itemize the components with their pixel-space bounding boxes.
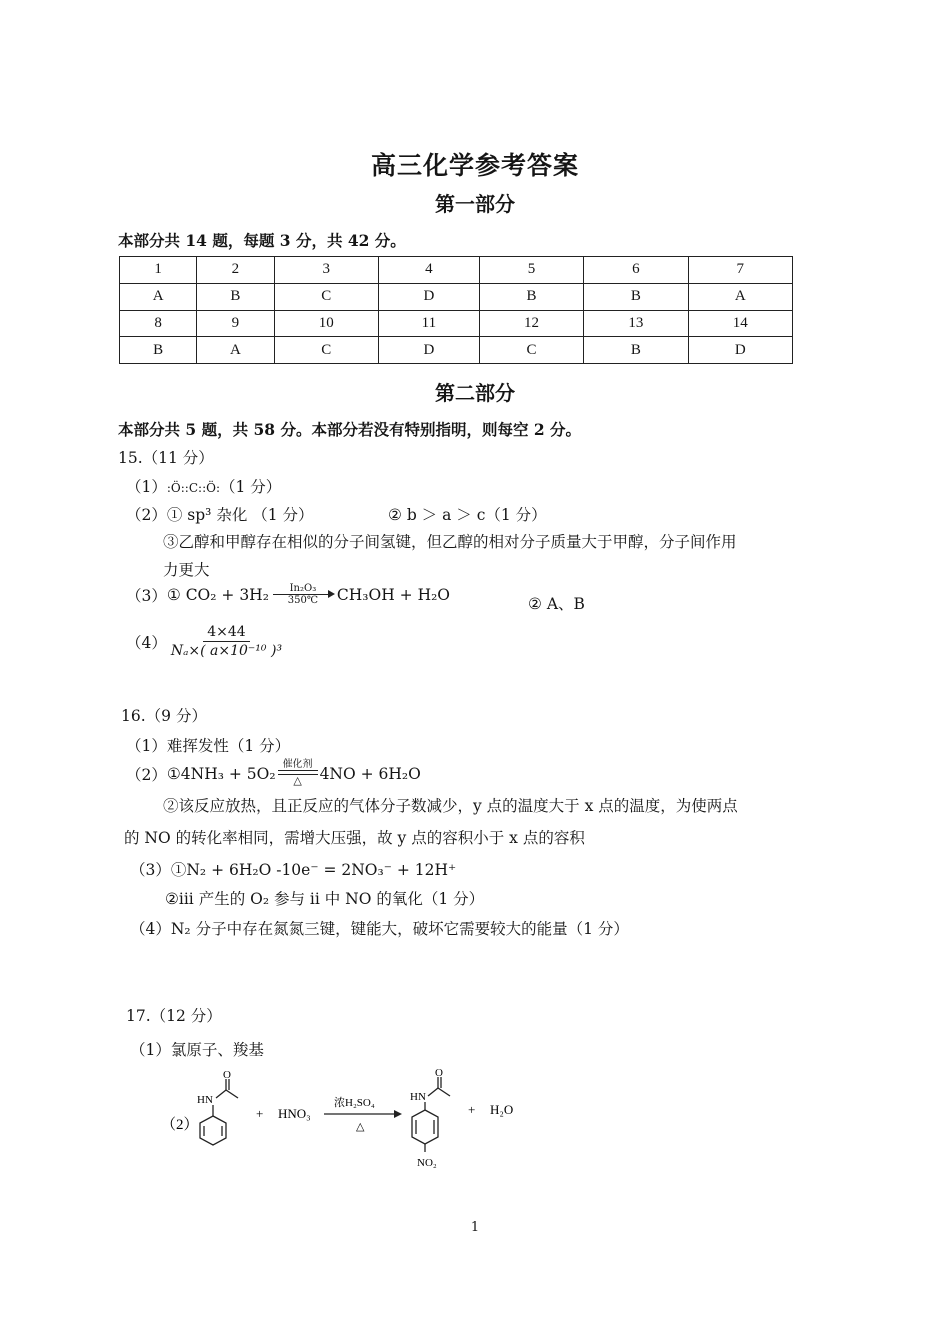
q16-part2-b2: 的 NO 的转化率相同，需增大压强，故 y 点的容积小于 x 点的容积: [124, 829, 585, 847]
q15-part2-c1: ③乙醇和甲醇存在相似的分子间氢键，但乙醇的相对分子质量大于甲醇，分子间作用: [163, 533, 737, 551]
part2-intro: 本部分共 5 题，共 58 分。本部分若没有特别指明，则每空 2 分。: [118, 420, 582, 439]
table-row: [120, 337, 793, 364]
q17-header: 17.（12 分）: [126, 1007, 222, 1025]
q15-part2-label: （2）: [126, 506, 167, 524]
density-fraction: [167, 624, 286, 659]
nh-atom: HN: [410, 1091, 426, 1103]
q15-part2-b: ② b ＞ a ＞ c（1 分）: [388, 506, 547, 524]
plus-sign: +: [468, 1102, 476, 1117]
arrow-condition-bottom: △: [356, 1121, 365, 1133]
q16-part1: （1）难挥发性（1 分）: [126, 737, 291, 755]
q15-part1-label: （1）: [126, 478, 167, 496]
nitroacetanilide-structure: [412, 1077, 450, 1152]
table-cell: B: [120, 337, 197, 364]
q16-equation-rhs: 4NO + 6H₂O: [319, 764, 421, 783]
part2-heading: 第二部分: [435, 381, 515, 405]
table-cell: D: [378, 283, 479, 310]
table-cell: B: [584, 283, 688, 310]
fraction-numerator: 4×44: [203, 624, 249, 642]
condition-label: △: [293, 774, 302, 787]
plus-sign: +: [256, 1106, 264, 1121]
answer-table: [119, 256, 793, 364]
q15-part3-label: （3）: [126, 587, 167, 605]
catalyst-label: 催化剂: [282, 759, 313, 770]
part1-intro: 本部分共 14 题，每题 3 分，共 42 分。: [118, 231, 406, 250]
q15-part4-label: （4）: [126, 633, 167, 652]
acetanilide-structure: [200, 1079, 238, 1145]
nitro-group: NO₂: [417, 1157, 437, 1169]
q15-part4-line: [126, 624, 286, 659]
nh-atom: HN: [197, 1094, 213, 1106]
equilibrium-sign: [278, 760, 318, 787]
q17-part2-label: （2）: [161, 1117, 199, 1133]
table-cell: 12: [479, 310, 583, 337]
part1-heading: 第一部分: [435, 192, 515, 216]
electron-dot-formula: :Ö::C::Ö:: [166, 481, 220, 495]
table-cell: 3: [274, 257, 378, 284]
q15-part3-b: ② A、B: [528, 595, 585, 613]
q17-reaction-scheme: [150, 1066, 570, 1176]
table-cell: 1: [120, 257, 197, 284]
q15-equation-lhs: ① CO₂ + 3H₂: [166, 586, 269, 604]
catalyst-label: In₂O₃: [289, 583, 317, 594]
table-cell: 13: [584, 310, 688, 337]
table-cell: 9: [197, 310, 274, 337]
table-cell: A: [120, 283, 197, 310]
table-cell: B: [479, 283, 583, 310]
q15-part2-line: [126, 503, 314, 525]
carbonyl-oxygen: O: [435, 1067, 443, 1079]
q15-part2-c2: 力更大: [163, 561, 210, 579]
page-number: 1: [470, 1220, 480, 1235]
table-row: [120, 283, 793, 310]
table-cell: 11: [378, 310, 479, 337]
q16-part2-b1: ②该反应放热，且正反应的气体分子数减少，y 点的温度大于 x 点的温度，为使两点: [163, 797, 738, 815]
table-cell: C: [274, 283, 378, 310]
table-cell: 6: [584, 257, 688, 284]
q16-part4: （4）N₂ 分子中存在氮氮三键，键能大，破坏它需要较大的能量（1 分）: [130, 920, 629, 938]
table-cell: 2: [197, 257, 274, 284]
table-cell: 4: [378, 257, 479, 284]
q15-part1-score: （1 分）: [220, 478, 282, 496]
table-cell: B: [197, 283, 274, 310]
q16-part2-label: （2）: [126, 765, 167, 784]
q15-part1: [126, 475, 281, 497]
table-row: [120, 257, 793, 284]
table-cell: D: [378, 337, 479, 364]
table-cell: A: [688, 283, 792, 310]
table-cell: C: [479, 337, 583, 364]
nitric-acid: HNO₃: [278, 1106, 311, 1121]
table-cell: 5: [479, 257, 583, 284]
table-cell: B: [584, 337, 688, 364]
table-cell: 8: [120, 310, 197, 337]
table-cell: 14: [688, 310, 792, 337]
reaction-arrow: [273, 583, 333, 607]
q16-part3-a: （3）①N₂ + 6H₂O -10e⁻ = 2NO₃⁻ + 12H⁺: [130, 861, 457, 879]
table-cell: A: [197, 337, 274, 364]
table-cell: C: [274, 337, 378, 364]
arrow-condition-top: 浓H₂SO₄: [334, 1097, 375, 1109]
condition-label: 350℃: [287, 595, 319, 606]
q15-equation-rhs: CH₃OH + H₂O: [336, 586, 451, 604]
q16-part3-b: ②iii 产生的 O₂ 参与 ii 中 NO 的氧化（1 分）: [165, 890, 485, 908]
page-title: 高三化学参考答案: [370, 151, 579, 180]
q16-header: 16.（9 分）: [121, 707, 207, 725]
q16-part2-line: [126, 760, 421, 787]
table-cell: 10: [274, 310, 378, 337]
q15-header: 15.（11 分）: [118, 449, 214, 467]
q16-equation-lhs: ①4NH₃ + 5O₂: [166, 764, 276, 783]
table-cell: D: [688, 337, 792, 364]
q17-part1: （1）氯原子、羧基: [130, 1041, 264, 1059]
water: H₂O: [490, 1102, 514, 1117]
fraction-denominator: Nₐ×( a×10⁻¹⁰ )³: [170, 643, 283, 659]
table-row: [120, 310, 793, 337]
table-cell: 7: [688, 257, 792, 284]
q15-part2-a: ① sp³ 杂化 （1 分）: [166, 506, 314, 524]
carbonyl-oxygen: O: [223, 1069, 231, 1081]
q15-part3-line: [126, 583, 450, 607]
